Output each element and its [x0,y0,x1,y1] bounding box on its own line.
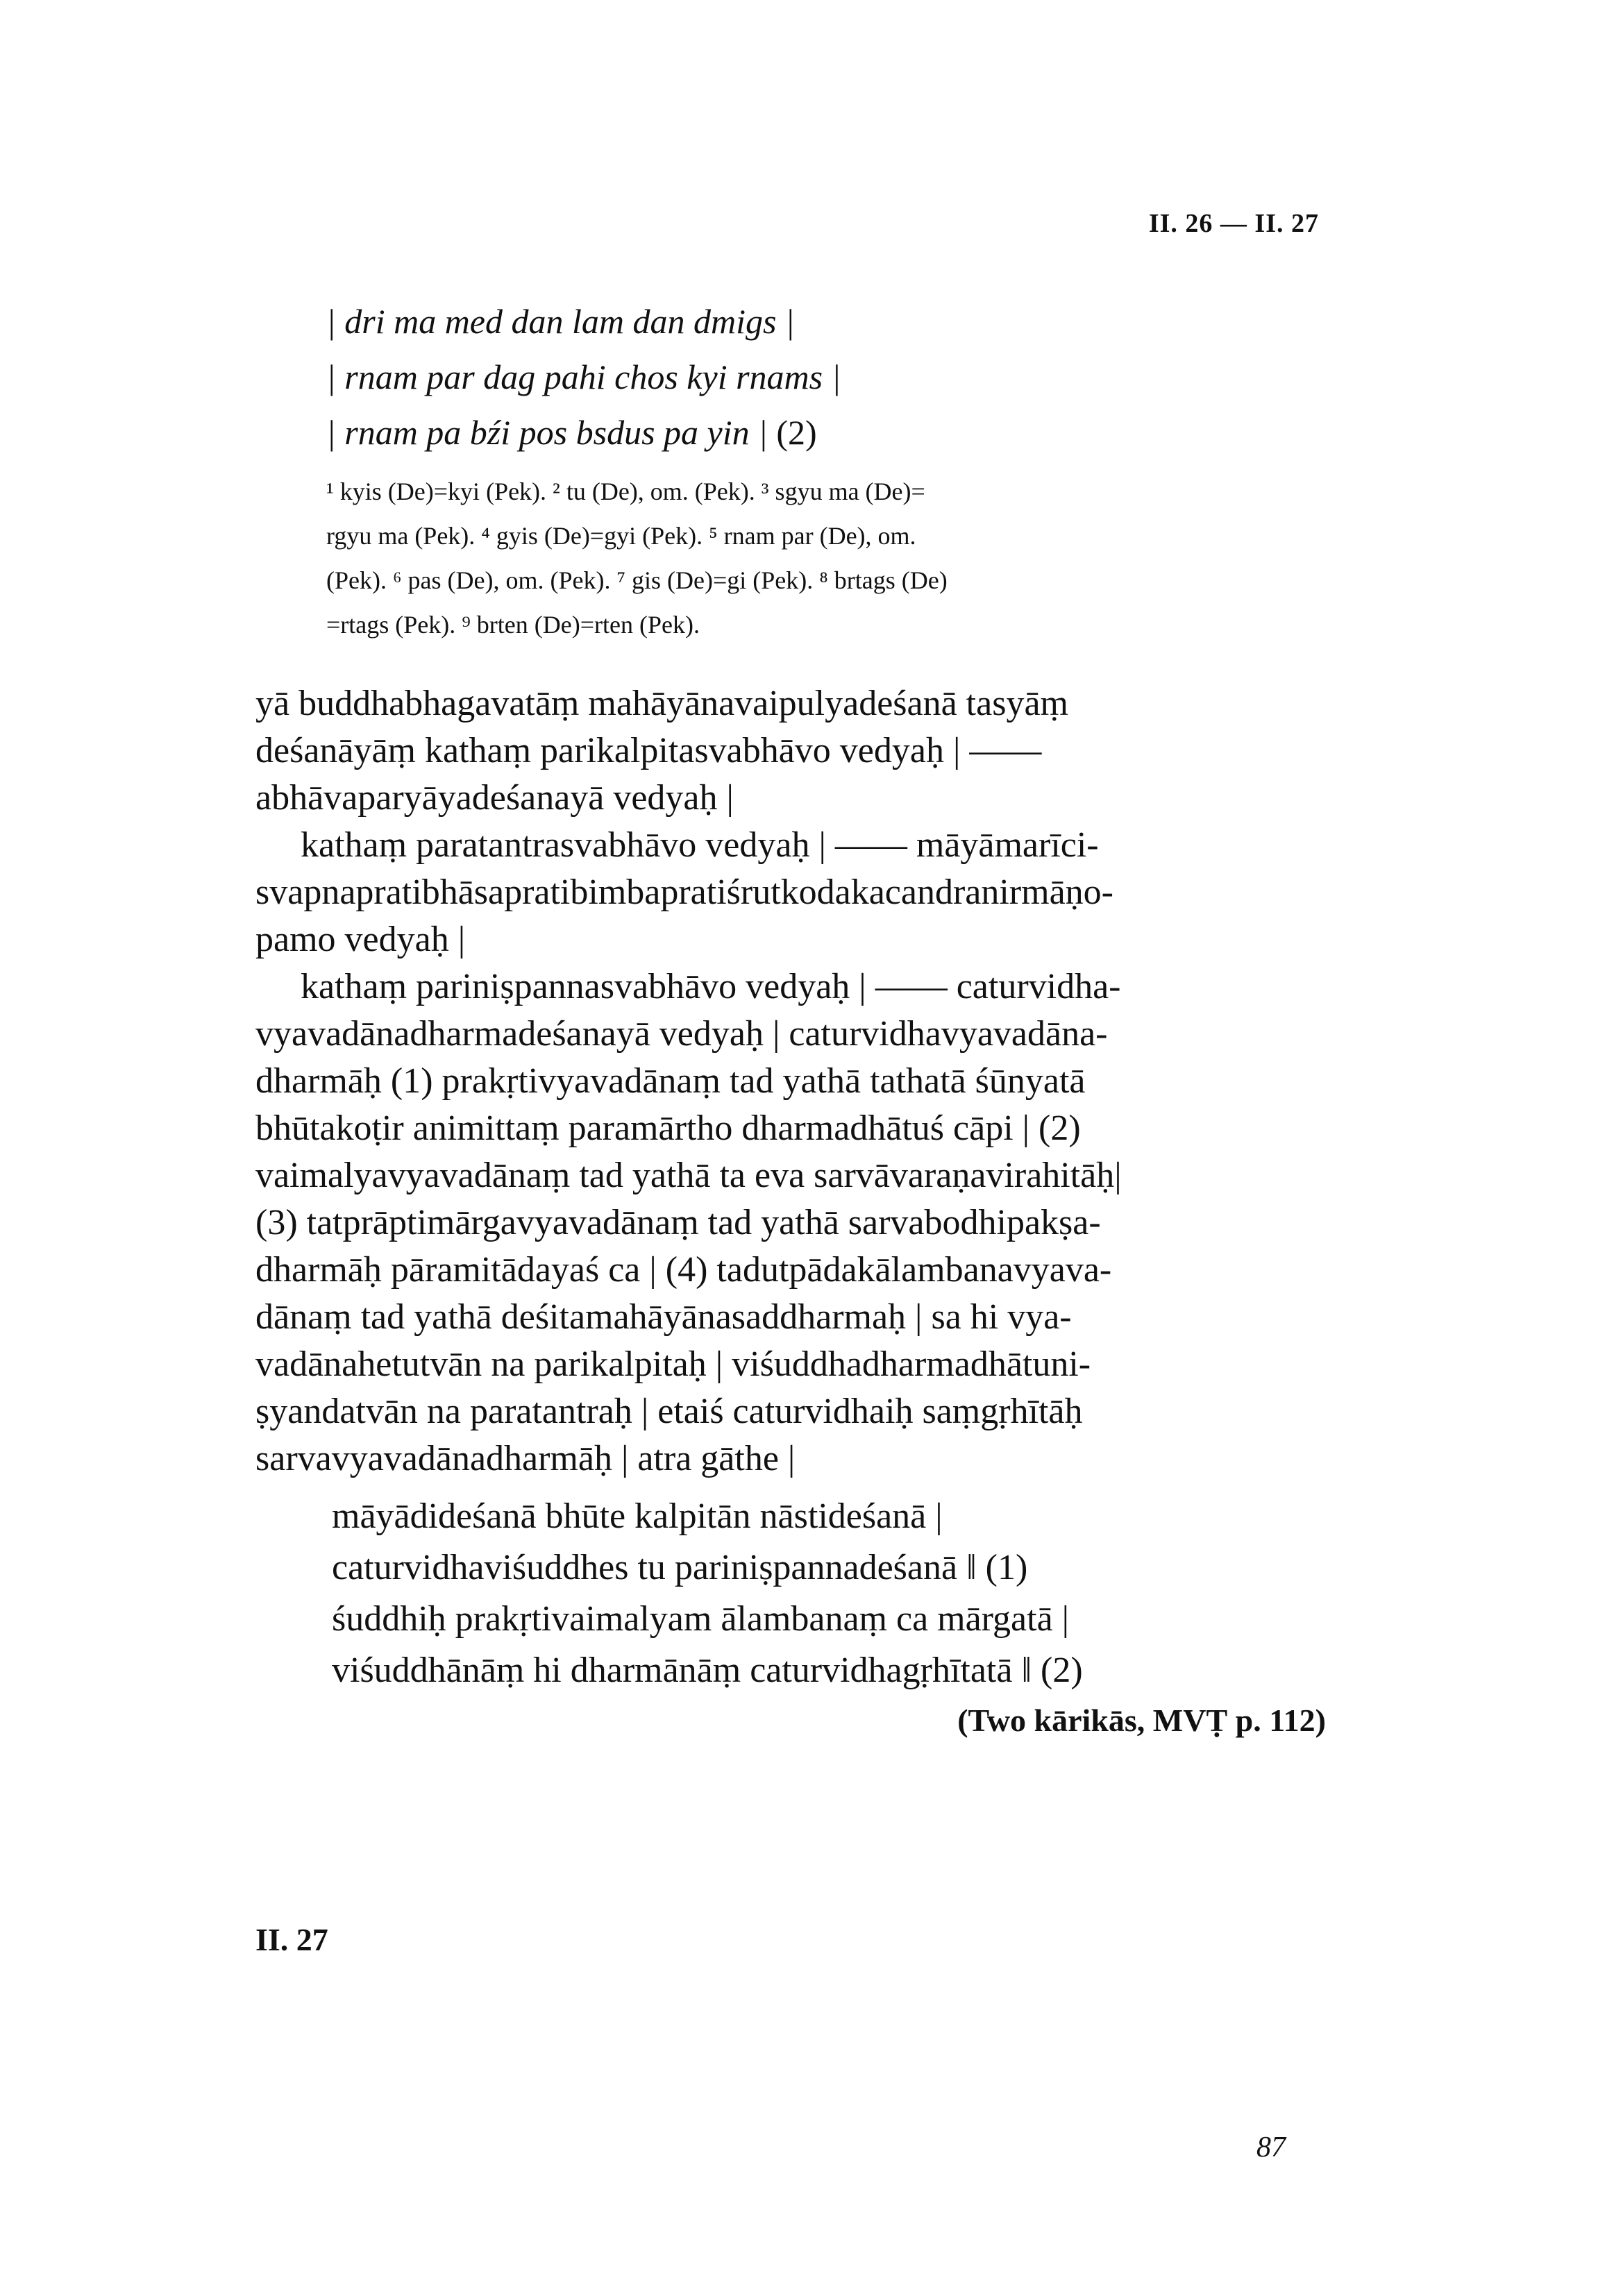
text-line: vaimalyavyavadānaṃ tad yathā ta eva sarvāvaraṇavirahitāḥ| [255,1156,1122,1195]
section-mark: II. 27 [255,1922,328,1957]
footnote-line: rgyu ma (Pek). ⁴ gyis (De)=gyi (Pek). ⁵ rnam par (De), om. [326,522,916,550]
footnote-line: =rtags (Pek). ⁹ brten (De)=rten (Pek). [326,611,700,639]
text-line: vadānahetutvān na parikalpitaḥ | viśuddhadharmadhātuni- [255,1344,1091,1384]
verse-line: caturvidhaviśuddhes tu pariniṣpannadeśanā ‖ (1) [332,1548,1028,1587]
attribution: (Two kārikās, MVṬ p. 112) [957,1703,1326,1738]
tibetan-verse-line-1: | dri ma med dan lam dan dmigs | [326,302,795,341]
text-line: kathaṃ paratantrasvabhāvo vedyaḥ | —— māyāmarīci- [255,825,1099,865]
tibetan-verse-line-2: | rnam par dag pahi chos kyi rnams | [326,357,841,396]
text-line: dharmāḥ pāramitādayaś ca | (4) tadutpādakālambanavyava- [255,1250,1112,1290]
running-head: II. 26 — II. 27 [1148,209,1319,238]
text-line: deśanāyāṃ kathaṃ parikalpitasvabhāvo vedyaḥ | —— [255,731,1042,770]
footnotes [326,469,1326,647]
text-line: ṣyandatvān na paratantraḥ | etaiś caturvidhaiḥ saṃgṛhītāḥ [255,1392,1083,1431]
text-line: kathaṃ pariniṣpannasvabhāvo vedyaḥ | —— caturvidha- [255,967,1121,1006]
text-line: (3) tatprāptimārgavyavadānaṃ tad yathā sarvabodhipakṣa- [255,1203,1101,1242]
verse-number: (2) [776,413,817,452]
text-line: yā buddhabhagavatāṃ mahāyānavaipulyadeśanā tasyāṃ [255,684,1068,723]
verse-line: śuddhiḥ prakṛtivaimalyam ālambanaṃ ca mārgatā | [332,1599,1070,1639]
footnote-line: ¹ kyis (De)=kyi (Pek). ² tu (De), om. (Pek). ³ sgyu ma (De)= [326,478,925,505]
text-line: svapnapratibhāsapratibimbapratiśrutkodakacandranirmāṇo- [255,872,1113,912]
page-number: 87 [1256,2132,1286,2163]
text-line: sarvavyavadānadharmāḥ | atra gāthe | [255,1439,796,1478]
text-line: dānaṃ tad yathā deśitamahāyānasaddharmaḥ | sa hi vya- [255,1297,1072,1337]
text-line: vyavadānadharmadeśanayā vedyaḥ | caturvidhavyavadāna- [255,1014,1108,1054]
text-line: abhāvaparyāyadeśanayā vedyaḥ | [255,778,734,818]
verse-line: māyādideśanā bhūte kalpitān nāstideśanā | [332,1496,943,1536]
text-line: dharmāḥ (1) prakṛtivyavadānaṃ tad yathā tathatā śūnyatā [255,1061,1086,1101]
tibetan-verse-line-3 [326,410,817,455]
text-line: bhūtakoṭir animittaṃ paramārtho dharmadhātuś cāpi | (2) [255,1108,1081,1148]
footnote-line: (Pek). ⁶ pas (De), om. (Pek). ⁷ gis (De)=gi (Pek). ⁸ brtags (De) [326,566,948,594]
verse-line: viśuddhānāṃ hi dharmānāṃ caturvidhagṛhītatā ‖ (2) [332,1651,1083,1690]
tibetan-verse-line-3-text: | rnam pa bźi pos bsdus pa yin | [326,413,768,452]
sanskrit-text [255,680,1326,1483]
text-line: pamo vedyaḥ | [255,920,466,959]
